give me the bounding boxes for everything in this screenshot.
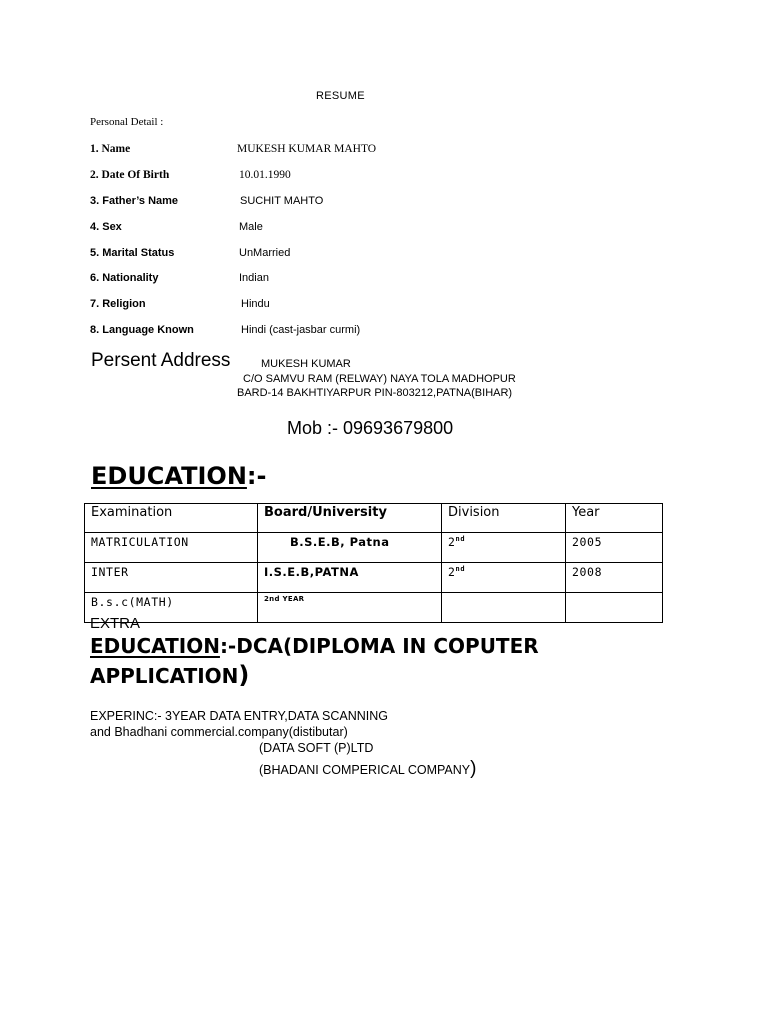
extra-education-line2-paren: ) xyxy=(238,661,250,689)
nationality-label: 6. Nationality xyxy=(90,272,159,284)
extra-education-heading xyxy=(90,634,539,658)
address-line-2: C/O SAMVU RAM (RELWAY) NAYA TOLA MADHOPUR xyxy=(243,373,516,385)
division-base: 2 xyxy=(448,565,456,579)
document-title: RESUME xyxy=(316,90,365,102)
division-sup: nd xyxy=(455,565,466,573)
table-row xyxy=(85,593,663,623)
religion-label: 7. Religion xyxy=(90,298,146,310)
mobile-number: Mob :- 09693679800 xyxy=(287,418,454,438)
sex-label: 4. Sex xyxy=(90,221,122,233)
year-cell xyxy=(566,593,663,623)
education-heading-suffix: :- xyxy=(246,462,267,490)
year-cell: 2008 xyxy=(566,563,663,593)
dob-label: 2. Date Of Birth xyxy=(90,169,170,181)
extra-education-line2 xyxy=(90,661,249,689)
extra-label: EXTRA xyxy=(90,615,141,632)
header-year: Year xyxy=(566,504,663,533)
table-row xyxy=(85,563,663,593)
address-line-1: MUKESH KUMAR xyxy=(261,358,351,370)
father-name-value: SUCHIT MAHTO xyxy=(240,195,324,207)
sex-value: Male xyxy=(239,221,263,233)
education-table xyxy=(84,503,663,623)
father-name-label: 3. Father’s Name xyxy=(90,195,179,207)
language-label: 8. Language Known xyxy=(90,324,194,336)
dob-value: 10.01.1990 xyxy=(239,169,291,181)
language-value: Hindi (cast-jasbar curmi) xyxy=(241,324,361,336)
header-examination: Examination xyxy=(85,504,258,533)
experience-line-1: EXPERINC:- 3YEAR DATA ENTRY,DATA SCANNING xyxy=(90,709,388,723)
marital-status-value: UnMarried xyxy=(239,247,291,259)
religion-value: Hindu xyxy=(241,298,270,310)
name-label: 1. Name xyxy=(90,143,131,155)
board-cell: 2nd YEAR xyxy=(258,593,442,623)
education-heading xyxy=(91,462,266,490)
experience-company-1: (DATA SOFT (P)LTD xyxy=(259,741,374,755)
marital-status-label: 5. Marital Status xyxy=(90,247,175,259)
experience-line-2: and Bhadhani commercial.company(distibutar) xyxy=(90,725,348,739)
division-cell xyxy=(442,563,566,593)
division-cell xyxy=(442,593,566,623)
board-cell: B.S.E.B, Patna xyxy=(258,533,442,563)
extra-education-word: EDUCATION xyxy=(90,634,220,658)
division-cell xyxy=(442,533,566,563)
table-header-row xyxy=(85,504,663,533)
education-heading-word: EDUCATION xyxy=(91,462,247,490)
address-line-3: BARD-14 BAKHTIYARPUR PIN-803212,PATNA(BIHAR) xyxy=(237,387,513,399)
extra-education-line2-text: APPLICATION xyxy=(90,664,239,688)
extra-education-rest: :-DCA(DIPLOMA IN COPUTER xyxy=(219,634,539,658)
experience-company-2-paren: ) xyxy=(470,758,477,779)
header-board: Board/University xyxy=(258,504,442,533)
experience-company-2 xyxy=(259,758,476,780)
exam-cell: INTER xyxy=(85,563,258,593)
exam-cell: MATRICULATION xyxy=(85,533,258,563)
personal-detail-heading: Personal Detail : xyxy=(90,116,164,128)
division-base: 2 xyxy=(448,535,456,549)
name-value: MUKESH KUMAR MAHTO xyxy=(237,143,377,155)
division-sup: nd xyxy=(455,535,466,543)
year-cell: 2005 xyxy=(566,533,663,563)
present-address-label: Persent Address xyxy=(91,350,231,371)
experience-company-2-text: (BHADANI COMPERICAL COMPANY xyxy=(259,763,471,777)
nationality-value: Indian xyxy=(239,272,269,284)
table-row xyxy=(85,533,663,563)
header-division: Division xyxy=(442,504,566,533)
board-cell: I.S.E.B,PATNA xyxy=(258,563,442,593)
exam-cell: B.s.c(MATH) xyxy=(85,593,258,623)
